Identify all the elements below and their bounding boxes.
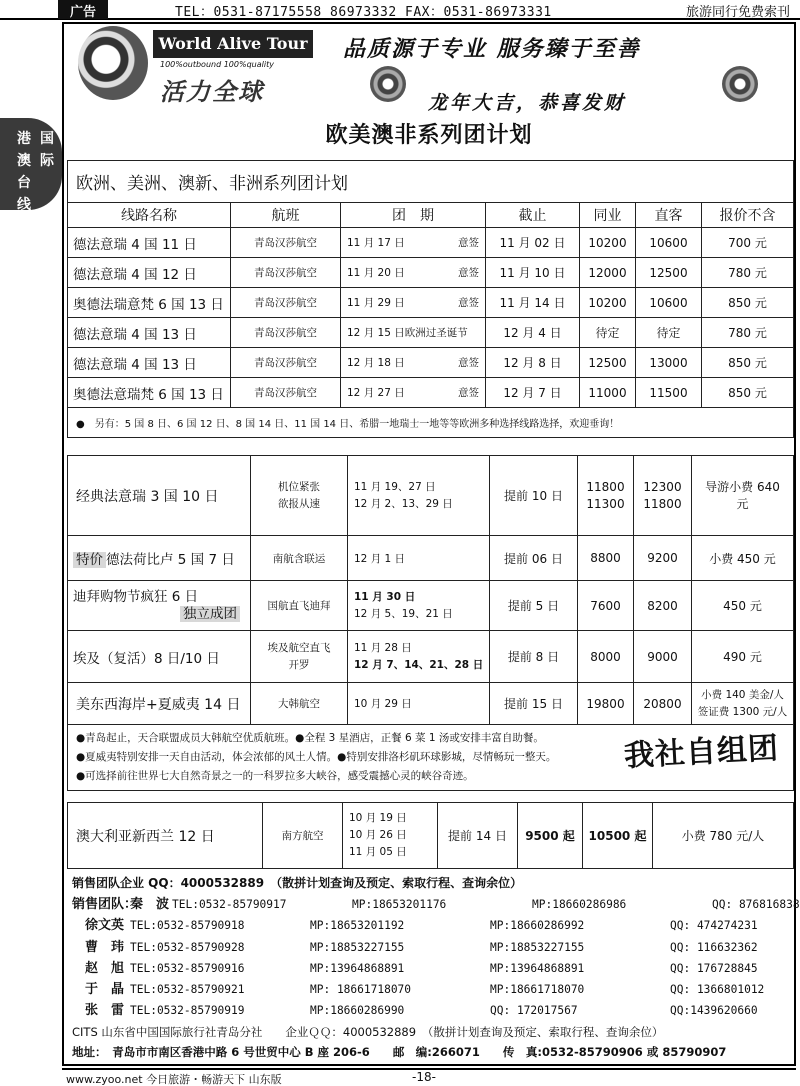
direct-price: 13000 (636, 348, 702, 378)
page-title: 欧美澳非系列团计划 (325, 123, 533, 148)
contact-mobile: MP:18653201192 (310, 919, 405, 933)
fee-line: 小费 140 美金/人 (701, 688, 784, 701)
contact-mobile: MP:18660286986 (532, 898, 627, 912)
airline-line: 机位紧张 (278, 480, 320, 493)
top-right-note: 旅游同行免费索刊 (685, 5, 790, 20)
airline: 青岛汉莎航空 (231, 258, 341, 288)
deadline: 11 月 14 日 (486, 288, 580, 318)
tour-date (341, 318, 486, 348)
contact-qq: QQ: 176728845 (670, 961, 758, 975)
contact-mobile: MP:18661718070 (490, 983, 585, 997)
date-line: 11 月 19、27 日 (354, 480, 436, 493)
europe-tour-table (67, 160, 794, 438)
contact-tel: TEL:0532-85790928 (130, 940, 245, 954)
direct-price: 12500 (636, 258, 702, 288)
peer-price: 12000 (580, 258, 636, 288)
fee-line: 导游小费 640 (705, 479, 780, 494)
excluded-fee: 450 元 (692, 581, 794, 631)
airline: 国航直飞迪拜 (251, 581, 348, 631)
slogan: 品质源于专业 服务臻于至善 (343, 37, 641, 62)
table-header-row (68, 203, 794, 228)
route-name (68, 536, 251, 581)
dragon-icon (722, 66, 758, 102)
direct-price: 20800 (634, 683, 692, 725)
contact-mobile: MP: 18661718070 (310, 983, 412, 997)
contact-mobile: MP:18660286992 (490, 919, 585, 933)
independent-group-badge: 独立成团 (180, 606, 240, 622)
fee-line: 元 (736, 496, 749, 511)
date-text: 11 月 17 日 (347, 237, 405, 249)
peer-price: 7600 (578, 581, 634, 631)
excluded-fee: 850 元 (702, 348, 794, 378)
company-info: CITS 山东省中国国际旅行社青岛分社 企业ＱＱ：4000532889 （散拼计划查询及预定、索取行程、查询余位） (72, 1025, 664, 1039)
direct-price: 10600 (636, 228, 702, 258)
direct-price: 10600 (636, 288, 702, 318)
deadline: 提前 8 日 (490, 631, 578, 683)
logo-swirl-icon (78, 26, 148, 100)
airline: 大韩航空 (251, 683, 348, 725)
peer-price: 10200 (580, 228, 636, 258)
brand-name-cn: 活力全球 (160, 78, 264, 106)
date-text: 11 月 20 日 (347, 267, 405, 279)
col-header: 直客 (636, 203, 702, 228)
contact-name: 曹 玮 (84, 939, 124, 955)
tour-date (348, 456, 490, 536)
date-text: 12 月 15 日欧洲过圣诞节 (347, 327, 468, 339)
special-tour-table (67, 455, 794, 791)
col-header: 报价不含 (702, 203, 794, 228)
tour-date (341, 228, 486, 258)
table-row (68, 456, 794, 536)
route-name (68, 581, 251, 631)
contact-mobile: MP:18653201176 (352, 898, 447, 912)
visa-type: 意签 (458, 387, 479, 399)
tour-date (341, 378, 486, 408)
airline (251, 456, 348, 536)
contact-tel: TEL:0532-85790918 (130, 919, 245, 933)
deadline: 提前 15 日 (490, 683, 578, 725)
excluded-fee (692, 683, 794, 725)
route-name: 美东西海岸+夏威夷 14 日 (68, 683, 251, 725)
date-line: 11 月 28 日 (354, 641, 412, 654)
excluded-fee: 780 元 (702, 258, 794, 288)
table-row (68, 631, 794, 683)
note-line: ●夏威夷特别安排一天自由活动，体会浓郁的风土人情。●特别安排洛杉矶环球影城，尽情畅玩一整天。 (76, 751, 557, 763)
peer-price: 11000 (580, 378, 636, 408)
price-line: 11300 (586, 496, 625, 511)
table-row (68, 288, 794, 318)
contact-qq: QQ: 876816838 (712, 898, 800, 912)
deadline: 11 月 10 日 (486, 258, 580, 288)
contact-mobile: MP:18853227155 (490, 940, 585, 954)
contact-name: 张 雷 (84, 1003, 124, 1019)
date-line: 12 月 7、14、21、28 日 (354, 658, 484, 671)
excluded-fee: 850 元 (702, 378, 794, 408)
visa-type: 意签 (458, 267, 479, 279)
contact-row (72, 979, 792, 1000)
route-name: 奥德法瑞意梵 6 国 13 日 (68, 288, 231, 318)
direct-price: 10500 起 (583, 803, 653, 869)
table-row (68, 228, 794, 258)
tour-date (343, 803, 438, 869)
peer-price: 12500 (580, 348, 636, 378)
table-row (68, 258, 794, 288)
note-line: ●可选择前往世界七大自然奇景之一的一科罗拉多大峡谷，感受震撼心灵的峡谷奇迹。 (76, 770, 474, 782)
col-header: 同业 (580, 203, 636, 228)
route-text: 德法荷比卢 5 国 7 日 (106, 552, 235, 568)
excluded-fee: 小费 780 元/人 (653, 803, 794, 869)
deadline: 提前 06 日 (490, 536, 578, 581)
col-header: 截止 (486, 203, 580, 228)
sales-team-label: 销售团队： (72, 897, 138, 913)
contact-mobile: MP:18660286990 (310, 1004, 405, 1018)
table-row (68, 803, 794, 869)
contact-row (72, 915, 792, 936)
route-name: 埃及（复活）8 日/10 日 (68, 631, 251, 683)
airline-line: 埃及航空直飞 (267, 641, 331, 654)
side-tab-col1: 国际 (40, 131, 54, 169)
direct-price (634, 456, 692, 536)
tour-date: 12 月 1 日 (348, 536, 490, 581)
contact-name: 于 晶 (84, 982, 124, 998)
price-line: 11800 (586, 479, 625, 494)
airline (251, 631, 348, 683)
contact-mobile: MP:13964868891 (310, 961, 405, 975)
airline: 青岛汉莎航空 (231, 318, 341, 348)
table-row (68, 683, 794, 725)
excluded-fee: 小费 450 元 (692, 536, 794, 581)
col-header: 团 期 (341, 203, 486, 228)
contact-tel: TEL:0532-85790917 (172, 898, 287, 912)
contact-qq: QQ: 116632362 (670, 940, 758, 954)
date-text: 12 月 18 日 (347, 357, 405, 369)
excluded-fee: 850 元 (702, 288, 794, 318)
contact-name: 赵 旭 (84, 960, 124, 976)
peer-price: 10200 (580, 288, 636, 318)
contact-row (72, 937, 792, 958)
deadline: 提前 5 日 (490, 581, 578, 631)
contact-qq: QQ: 172017567 (490, 1004, 578, 1018)
date-line: 11 月 30 日 (354, 590, 416, 603)
section-title: 欧洲、美洲、澳新、非洲系列团计划 (68, 161, 794, 203)
tour-date (348, 631, 490, 683)
date-line: 11 月 05 日 (349, 846, 407, 858)
tour-date (341, 258, 486, 288)
route-name: 德法意瑞 4 国 13 日 (68, 348, 231, 378)
price-line: 12300 (643, 479, 682, 494)
table-row (68, 536, 794, 581)
excluded-fee: 700 元 (702, 228, 794, 258)
contact-qq: QQ: 1366801012 (670, 983, 765, 997)
side-category-tab (0, 118, 62, 213)
route-name: 经典法意瑞 3 国 10 日 (68, 456, 251, 536)
ad-tag: 广告 (58, 0, 108, 19)
airline: 青岛汉莎航空 (231, 228, 341, 258)
contact-qq: QQ: 474274231 (670, 919, 758, 933)
contact-name: 徐文英 (84, 918, 124, 934)
deadline: 11 月 02 日 (486, 228, 580, 258)
excluded-fee: 780 元 (702, 318, 794, 348)
direct-price: 9000 (634, 631, 692, 683)
excluded-fee (692, 456, 794, 536)
tour-date: 10 月 29 日 (348, 683, 490, 725)
route-name: 德法意瑞 4 国 11 日 (68, 228, 231, 258)
brand-tagline: 100%outbound 100%quality (160, 60, 274, 69)
route-name: 奥德法意瑞梵 6 国 13 日 (68, 378, 231, 408)
page-number: -18- (412, 1070, 436, 1084)
route-name: 澳大利亚新西兰 12 日 (68, 803, 263, 869)
brand-name-en: World Alive Tour (153, 30, 313, 58)
date-text: 12 月 27 日 (347, 387, 405, 399)
contact-mobile: MP:13964868891 (490, 961, 585, 975)
special-price-badge: 特价 (73, 552, 106, 568)
visa-type: 意签 (458, 297, 479, 309)
contact-tel: TEL:0532-85790916 (130, 961, 245, 975)
deadline: 提前 10 日 (490, 456, 578, 536)
other-routes-note: ● 另有：5 国 8 日、6 国 12 日、8 国 14 日、11 国 14 日、希腊一地瑞士一地等等欧洲多种选择线路选择，欢迎垂询！ (68, 408, 794, 438)
airline: 青岛汉莎航空 (231, 288, 341, 318)
col-header: 航班 (231, 203, 341, 228)
table-row (68, 348, 794, 378)
price-line: 11800 (643, 496, 682, 511)
contact-mobile: MP:18853227155 (310, 940, 405, 954)
top-bar (0, 0, 800, 20)
excluded-fee: 490 元 (692, 631, 794, 683)
footer-site: www.zyoo.net 今日旅游・畅游天下 山东版 (66, 1073, 282, 1086)
table-row (68, 318, 794, 348)
col-header: 线路名称 (68, 203, 231, 228)
route-name: 德法意瑞 4 国 12 日 (68, 258, 231, 288)
contact-row (72, 1000, 792, 1021)
sales-contacts (72, 873, 800, 1021)
visa-type: 意签 (458, 237, 479, 249)
note-line: ●青岛起止，天合联盟成员大韩航空优质航班。●全程 3 星酒店，正餐 6 菜 1 汤或安排丰富自助餐。 (76, 732, 544, 744)
dragon-icon (370, 66, 406, 102)
table-row (68, 378, 794, 408)
contact-row (72, 958, 792, 979)
side-tab-col2: 港澳台线 (17, 131, 31, 213)
contact-name: 秦 波 (130, 897, 170, 913)
peer-price: 19800 (578, 683, 634, 725)
top-phone-fax: TEL：0531-87175558 86973332 FAX：0531-86973331 (175, 5, 552, 20)
airline: 青岛汉莎航空 (231, 348, 341, 378)
tour-date (341, 288, 486, 318)
peer-price: 8800 (578, 536, 634, 581)
airline: 南航含联运 (251, 536, 348, 581)
footer (0, 1068, 800, 1086)
new-year-greeting: 龙年大吉，恭喜发财 (428, 92, 627, 114)
australia-tour-table (67, 802, 794, 869)
peer-price (578, 456, 634, 536)
tour-notes (68, 725, 794, 791)
date-text: 11 月 29 日 (347, 297, 405, 309)
tour-date (341, 348, 486, 378)
peer-price: 8000 (578, 631, 634, 683)
airline: 青岛汉莎航空 (231, 378, 341, 408)
date-line: 10 月 26 日 (349, 829, 407, 841)
company-address: 地址： 青岛市市南区香港中路 6 号世贸中心 B 座 206-6 邮 编:266071 传 真:0532-85790906 或 85790907 (72, 1045, 727, 1059)
tour-date (348, 581, 490, 631)
fee-line: 签证费 1300 元/人 (697, 705, 788, 718)
direct-price: 8200 (634, 581, 692, 631)
sales-qq-header: 销售团队企业 QQ：4000532889 （散拼计划查询及预定、索取行程、查询余位） (72, 876, 523, 890)
airline: 南方航空 (263, 803, 343, 869)
contact-tel: TEL:0532-85790919 (130, 1004, 245, 1018)
peer-price: 9500 起 (518, 803, 583, 869)
airline-line: 开罗 (288, 658, 310, 671)
deadline: 12 月 8 日 (486, 348, 580, 378)
peer-price: 待定 (580, 318, 636, 348)
direct-price: 待定 (636, 318, 702, 348)
visa-type: 意签 (458, 357, 479, 369)
contact-tel: TEL:0532-85790921 (130, 983, 245, 997)
contact-qq: QQ:1439620660 (670, 1004, 758, 1018)
direct-price: 11500 (636, 378, 702, 408)
route-name: 德法意瑞 4 国 13 日 (68, 318, 231, 348)
date-line: 10 月 19 日 (349, 812, 407, 824)
direct-price: 9200 (634, 536, 692, 581)
table-row (68, 581, 794, 631)
date-line: 12 月 5、19、21 日 (354, 607, 453, 620)
deadline: 12 月 7 日 (486, 378, 580, 408)
route-text: 迪拜购物节疯狂 6 日 (73, 588, 199, 605)
date-line: 12 月 2、13、29 日 (354, 497, 453, 510)
airline-line: 欲报从速 (278, 497, 320, 510)
self-organized-group-stamp: 我社自组团 (623, 730, 780, 775)
deadline: 12 月 4 日 (486, 318, 580, 348)
contact-row (72, 894, 800, 915)
deadline: 提前 14 日 (438, 803, 518, 869)
